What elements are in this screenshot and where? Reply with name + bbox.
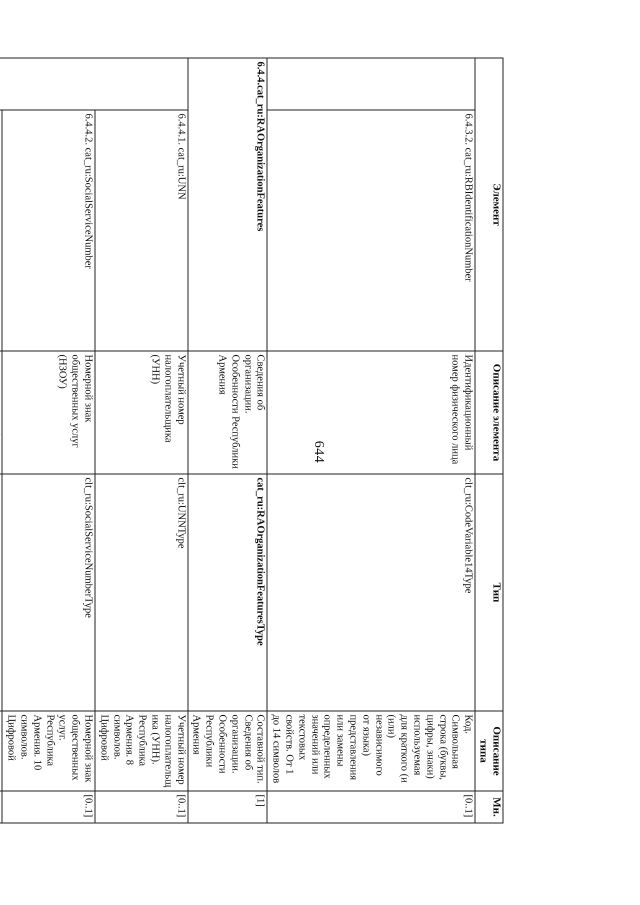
table-row <box>267 58 475 823</box>
multiplicity-cell: [0..1] <box>267 791 475 823</box>
table-row <box>187 58 267 823</box>
element-name: cat_ru:RBIdentificationNumber <box>462 147 474 282</box>
type-description-cell <box>0 711 2 791</box>
element-name <box>0 147 1 278</box>
type-cell: clt_ru:CodeVariable14Type <box>267 474 475 711</box>
element-name: cat_ru:RAOrganizationFeatures <box>254 84 266 231</box>
multiplicity-cell <box>0 791 2 823</box>
header-multiplicity: Мн. <box>475 791 503 823</box>
table-container <box>5 57 503 822</box>
type-description-cell: Номерной знак общественных услуг. Республика Армения. 10 символов. Цифровой <box>2 711 95 791</box>
row-number: 6.4.4. <box>254 61 266 85</box>
table-row <box>0 58 2 823</box>
element-name: cat_ru:UNN <box>174 147 186 200</box>
multiplicity-cell: [0..1] <box>95 791 188 823</box>
element-cell <box>0 110 2 351</box>
element-cell <box>267 110 475 351</box>
type-cell: clt_ru:SocialServiceNumberType <box>2 474 95 711</box>
element-description-cell: Номерной знак общественных услуг (НЗОУ) <box>2 351 95 474</box>
indent-cell <box>267 58 475 110</box>
multiplicity-cell: [1] <box>187 791 267 823</box>
element-cell <box>2 110 95 351</box>
element-cell <box>187 58 267 351</box>
element-cell <box>95 110 188 351</box>
table-header-row <box>475 58 503 823</box>
type-description-cell: Составной тип. Сведения об организации. Особенности Республики Армения <box>187 711 267 791</box>
indent-cell <box>2 58 95 110</box>
type-cell: clt_ru:UNNType <box>95 474 188 711</box>
header-element-description: Описание элемента <box>475 351 503 474</box>
table-row <box>95 58 188 823</box>
indent-cell <box>95 58 188 110</box>
type-cell <box>0 474 2 711</box>
row-number: 6.4.3.2. <box>462 113 474 145</box>
type-cell: cat_ru:RAOrganizationFeaturesType <box>187 474 267 711</box>
row-number <box>0 113 1 145</box>
element-description-cell: Идентификационный номер физического лица <box>267 351 475 474</box>
page-number: 644 <box>311 440 326 464</box>
indent-cell <box>0 58 2 110</box>
element-name: cat_ru:SocialServiceNumber <box>82 147 94 269</box>
multiplicity-cell: [0..1] <box>2 791 95 823</box>
type-description-cell: Код. Символьная строка (буквы, цифры, знаки) используемая для краткого (и (или) независимого от языка) представления или замены определенных значений или текстовых свойств. От 1 до 14 символов <box>267 711 475 791</box>
row-number: 6.4.4.1. <box>174 113 186 145</box>
element-description-cell: Учетный номер налогоплательщика (УНН) <box>95 351 188 474</box>
header-type: Тип <box>475 474 503 711</box>
type-description-cell: Учетный номер налогоплательщика (УНН). Республика Армения. 8 символов. Цифровой <box>95 711 188 791</box>
element-description-cell <box>0 351 2 474</box>
element-description-cell: Сведения об организации. Особенности Республики Армения <box>187 351 267 474</box>
element-table <box>0 57 503 823</box>
table-row <box>2 58 95 823</box>
header-element: Элемент <box>475 58 503 351</box>
row-number: 6.4.4.2. <box>82 113 94 145</box>
header-type-description: Описание типа <box>475 711 503 791</box>
